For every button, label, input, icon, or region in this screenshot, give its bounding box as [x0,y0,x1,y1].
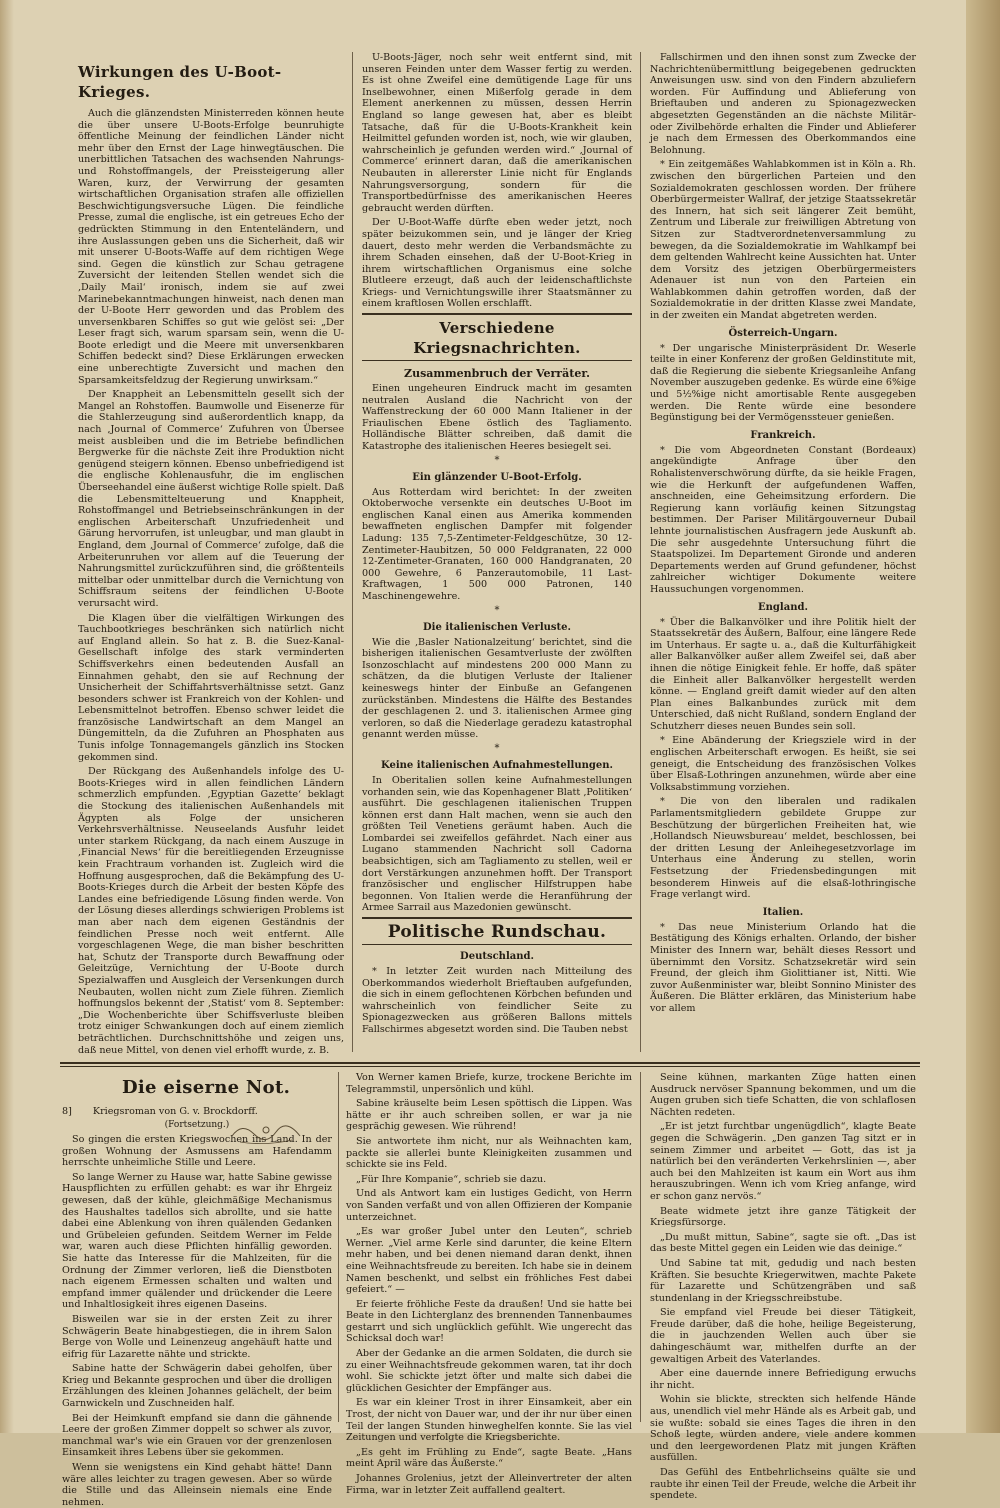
feuilleton-rule-thin [60,1066,920,1067]
article-paragraph: * Der ungarische Ministerpräsident Dr. Weserle teilte in einer Konferenz der großen Geldinstitute mit, daß die Regierung die siebente Kriegsanleihe Anfang November auszugeben gedenke. Es würde eine 6%ige und 5½%ige nicht amortisable Rente ausgegeben werden. Die Rente würde eine besondere Begünstigung bei der Vermögenssteuer genießen. [650,342,916,424]
subheading: England. [758,601,808,613]
separator-star: * [494,604,500,616]
article-paragraph: Der Rückgang des Außenhandels infolge des U-Boots-Krieges wird in allen feindlichen Ländern schmerzlich empfunden. ‚Egyptian Gazette‘ beklagt die Stockung des italienischen Außenhandels mit Ägypten als Folge der unsicheren Verkehrsverhältnisse. Neuseelands Ausfuhr leidet unter starkem Rückgang, da nach einem Auszuge in ‚Financial News‘ für die bereitliegenden Erzeugnisse kein Frachtraum vorhanden ist. Zugleich wird die Hoffnung ausgesprochen, daß die Bekämpfung des U-Boots-Krieges durch die Arbeit der besten Köpfe des Landes eine befriedigende Lösung finden werde. Von der Lösung dieses allerdings schwierigen Problems ist man aber nach dem eigenen Geständnis der feindlichen Presse noch weit entfernt. Alle vorgeschlagenen Wege, die man bisher beschritten hat, Schutz der Transporte durch Bewaffnung oder Geleitzüge, Vernichtung der U-Boote durch Spezialwaffen und Ausgleich der Versenkungen durch Neubauten, wollen nicht zum Ziele führen. Ziemlich hoffnungslos bekennt der ‚Statist‘ vom 8. September: „Die Wochenberichte über Schiffsverluste bleiben trotz einiger Schwankungen doch auf einem ziemlich beträchtlichen. Durchschnittshöhe und zeigen uns, daß neue Mittel, von denen viel erhofft wurde, z. B. [78,766,344,1056]
article-paragraph: Die Klagen über die vielfältigen Wirkungen des Tauchbootkrieges beschränken sich natürlich nicht auf England allein. So hat z. B. die Suez-Kanal-Gesellschaft infolge des stark verminderten Schiffsverkehrs einen bedeutenden Ausfall an Einnahmen gehabt, den sie auf Rechnung der Unsicherheit der Schiffahrtsverhältnisse setzt. Ganz besonders schwer ist Frankreich von der Kohlen- und Lebensmittelnot betroffen. Ebenso schwer leidet die französische Landwirtschaft an dem Mangel an Düngemitteln, da die Zufuhren an Phosphaten aus Tunis infolge Tonnagemangels gänzlich ins Stocken gekommen sind. [78,612,344,763]
article-paragraph: U-Boots-Jäger, noch sehr weit entfernt sind, mit unseren Feinden unter dem Wasser fertig zu werden. Es ist ohne Zweifel eine demütigende Lage für uns Inselbewohner, einen Mißerfolg gerade in dem Element anerkennen zu müssen, dessen Herrin England so lange gewesen hat, aber es bleibt Tatsache, daß für die U-Boots-Krankheit kein Heilmittel gefunden worden ist, noch, wie wir glauben, wahrscheinlich je gefunden werden wird.“ ‚Journal of Commerce‘ erinnert daran, daß die amerikanischen Neubauten in allererster Linie nicht für Englands Nahrungsversorgung, sondern für die Transportbedürfnisse des amerikanischen Heeres gebraucht werden dürften. [362,52,632,214]
serial-number: 8] [62,1106,72,1117]
ornament-icon [230,1118,304,1148]
page-edge [966,0,1000,1433]
serial-paragraph: Seine kühnen, markanten Züge hatten einen Ausdruck nervöser Spannung bekommen, und um die Augen gruben sich tiefe Schatten, die von schlaflosen Nächten redeten. [650,1072,916,1118]
serial-paragraph: Johannes Grolenius, jetzt der Alleinvertreter der alten Firma, war in letzter Zeit auffallend gealtert. [346,1473,632,1496]
serial-paragraph: „Für Ihre Kompanie“, schrieb sie dazu. [356,1173,547,1185]
article-paragraph: Auch die glänzendsten Ministerreden können heute die über unsere U-Boots-Erfolge beunruhigte öffentliche Meinung der feindlichen Länder nicht mehr über den Ernst der Lage hinwegtäuschen. Die unerbittlichen Tatsachen des wachsenden Nahrungs- und Rohstoffmangels, der Preissteigerung aller Waren, kurz, der Verwirrung der gesamten wirtschaftlichen Organisation strafen alle offiziellen Beschwichtigungsversuche Lügen. Die feindliche Presse, zumal die englische, ist ein getreues Echo der gedrückten Stimmung in den Ententeländern, und ihre Auslassungen geben uns die Sicherheit, daß wir mit unserer U-Boots-Waffe auf dem richtigen Wege sind. Gegen die künstlich zur Schau getragene Zuversicht der leitenden Stellen wendet sich die ‚Daily Mail‘ ironisch, indem sie auf zwei Marinebekanntmachungen hinweist, nach denen man der U-Boote Herr geworden und das Problem des unversenkbaren Schiffes so gut wie gelöst sei: „Der Leser fragt sich, warum sparsam sein, wenn die U-Boote erledigt und die Meere mit unversenkbaren Schiffen bedeckt sind? Diese Erklärungen erwecken eine unberechtigte Zuversicht und machen den Sparsamkeitsfeldzug der Regierung unwirksam.“ [78,108,344,386]
serial-paragraph: Sie empfand viel Freude bei dieser Tätigkeit, Freude darüber, daß die hohe, heilige Begeisterung, die in jauchzenden Wellen auch über sie dahingeschäumt war, mithelfen durfte an der gewaltigen Arbeit des Vaterlandes. [650,1307,916,1365]
article-paragraph: Fallschirmen und den ihnen sonst zum Zwecke der Nachrichtenübermittlung beigegebenen gedruckten Anweisungen usw. sind von den Findern abzuliefern worden. Für Auffindung und Ablieferung von Brieftauben und anderen zu Spionagezwecken abgesetzten Gegenständen an die nächste Militär- oder Zivilbehörde erhalten die Finder und Ablieferer je nach dem Ermessen des Oberkommandos eine Belohnung. [650,52,916,156]
serial-paragraph: Er feierte fröhliche Feste da draußen! Und sie hatte bei Beate in den Lichterglanz des brennenden Tannenbaumes gestarrt und sich unglücklich gefühlt. Wie ungerecht das Schicksal doch war! [346,1298,632,1345]
article-paragraph: * In letzter Zeit wurden nach Mitteilung des Oberkommandos wiederholt Brieftauben aufgefunden, die sich in einem geflochtenen Körbchen befunden und wahrscheinlich von feindlicher Seite zu Spionagezwecken aus größeren Ballons mittels Fallschirmes abgesetzt worden sind. Die Tauben nebst [362,966,632,1035]
serial-paragraph: Aber eine dauernde innere Befriedigung erwuchs ihr nicht. [650,1368,916,1391]
article-paragraph: * Ein zeitgemäßes Wahlabkommen ist in Köln a. Rh. zwischen den bürgerlichen Parteien und den Sozialdemokraten geschlossen worden. Der frühere Oberbürgermeister Wallraf, der jetzige Staatssekretär des Innern, hat sich seit längerer Zeit bemüht, Zentrum und Liberale zur freiwilligen Abtretung von Sitzen zur Stadtverordnetenversammlung zu bewegen, da die Sozialdemokratie im Wahlkampf bei dem geltenden Wahlrecht keine Aussichten hat. Unter dem Vorsitz des jetzigen Oberbürgermeisters Adenauer ist nun von den Parteien ein Wahlabkommen dahin getroffen worden, daß der Sozialdemokratie in der dritten Klasse zwei Mandate, in der zweiten ein Mandat abgetreten werden. [650,159,916,322]
subheading: Frankreich. [750,429,816,441]
subheading: Die italienischen Verluste. [423,621,571,633]
article-paragraph: Wie die ‚Basler Nationalzeitung‘ berichtet, sind die bisherigen italienischen Gesamtverluste der zwölften Isonzoschlacht auf mindestens 200 000 Mann zu schätzen, da die blutigen Verluste der Italiener keineswegs hinter der Einbuße an Gefangenen zurückstänben. Mindestens die Hälfte des Bestandes der geschlagenen 2. und 3. italienischen Armee ging verloren, so daß die Niederlage geradezu katastrophal genannt werden müsse. [362,636,632,741]
article-paragraph: * Über die Balkanvölker und ihre Politik hielt der Staatssekretär des Äußern, Balfour, eine längere Rede im Unterhaus. Er sagte u. a., daß die Kulturfähigkeit aller Balkanvölker außer allem Zweifel sei, daß aber ihnen die nötige Einigkeit fehle. Er hoffe, daß später die Einheit aller Balkanvölker hergestellt werden könne. — England greift damit wieder auf den alten Plan eines Balkanbundes zurück mit dem Unterschied, daß nicht Rußland, sondern England der Schutzherr dieses neuen Bundes sein soll. [650,616,916,732]
separator-star: * [494,454,500,466]
serial-paragraph: Aber der Gedanke an die armen Soldaten, die durch sie zu einer Weihnachtsfreude gekommen waren, tat ihr doch wohl. Sie schickte jetzt öfter und malte sich dabei die glücklichen Gesichter der Empfänger aus. [346,1348,632,1394]
column-right [650,52,916,1056]
serial-paragraph: Sabine kräuselte beim Lesen spöttisch die Lippen. Was hätte er ihr auch schreiben sollen, er war ja nie gesprächig gewesen. Wie rührend! [346,1098,632,1133]
serial-paragraph: Von Werner kamen Briefe, kurze, trockene Berichte im Telegrammstil, unpersönlich und kühl. [346,1072,632,1095]
serial-paragraph: Wohin sie blickte, streckten sich helfende Hände aus, unendlich viel mehr Hände als es Arbeit gab, und sie wußte: sobald sie eines Tages die ihren in den Schoß legte, würden andere, viele andere kommen und den leergewordenen Platz mit jungen Kräften ausfüllen. [650,1394,916,1464]
serial-paragraph: „Er ist jetzt furchtbar ungenügdlich“, klagte Beate gegen die Schwägerin. „Den ganzen Tag sitzt er in seinem Zimmer und arbeitet — Gott, das ist ja natürlich bei den veränderten Verkehrslinien —, aber auch bei den Mahlzeiten ist kaum ein Wort aus ihm herauszubringen. Wenn ich vom Krieg anfange, wird er schon ganz nervös.“ [650,1121,916,1202]
subheading: Österreich-Ungarn. [728,327,838,339]
subheading: Keine italienischen Aufnahmestellungen. [381,759,613,771]
subheading: Italien. [762,906,804,918]
serial-paragraph: So lange Werner zu Hause war, hatte Sabine gewisse Hauspflichten zu erfüllen gehabt: es war ihr Ehrgeiz gewesen, daß der kühle, gleichmäßige Mechanismus des Haushaltes tadellos sich abrollte, und sie hatte dabei eine Ablenkung von ihren quälenden Gedanken und Grübeleien gefunden. Seitdem Werner im Felde war, waren auch diese Pflichten hinfällig geworden. Sie hatte das Interesse für die Mahlzeiten, für die Ordnung der Zimmer verloren, ließ die Dienstboten nach eigenem Ermessen schalten und walten und empfand immer quälender und drückender die Leere und Inhaltlosigkeit ihres eigenen Daseins. [62,1171,332,1311]
section-header-kriegsnachrichten [362,313,632,361]
article-paragraph: * Die von den liberalen und radikalen Parlamentsmitgliedern gebildete Gruppe zur Beschützung der bürgerlichen Freiheiten hat, wie ‚Hollandsch Nieuwsbureau‘ meldet, beschlossen, bei der dritten Lesung der Anleihegesetzvorlage im Unterhaus eine Änderung zu stellen, worin Festsetzung der Friedensbedingungen mit besonderem Hinweis auf die elsaß-lothringische Frage verlangt wird. [650,796,916,901]
column-divider [352,52,353,1052]
serial-paragraph: Beate widmete jetzt ihre ganze Tätigkeit der Kriegsfürsorge. [650,1205,916,1229]
page-fold-shadow [0,0,14,1433]
article-paragraph: * Die vom Abgeordneten Constant (Bordeaux) angekündigte Anfrage über den Rohalistenverschwörung dürfte, da sie heikle Fragen, wie die Herkunft der aufgefundenen Waffen, anschneiden, eine Geheimsitzung erfordern. Die Regierung kann vorläufig keinen Sitzungstag bestimmen. Der Pariser Militärgouverneur Dubail lehnte journalistischen Ausfragern jede Auskunft ab. Die sehr ausgedehnte Untersuchung führt die Staatspolizei. Im Departement Gironde und anderen Departements werden auf Grund gefundener, höchst zahlreicher wichtiger Dokumente weitere Haussuchungen vorgenommen. [650,444,916,595]
serial-continued: (Fortsetzung.) [164,1120,230,1130]
serial-paragraph: Sie antwortete ihm nicht, nur als Weihnachten kam, packte sie allerlei bunte Kleinigkeiten zusammen und schickte sie ins Feld. [346,1135,632,1171]
serial-paragraph: Sabine hatte der Schwägerin dabei geholfen, über Krieg und Bekannte gesprochen und über die drolligen Erzählungen des kleinen Johannes gelächelt, der beim Garnwickeln und Zuschneiden half. [62,1363,332,1410]
serial-paragraph: Und Sabine tat mit, gedudig und nach besten Kräften. Sie besuchte Kriegerwitwen, machte Pakete für Lazarette und Schützengräben und saß stundenlang in der Kriegsschreibstube. [650,1257,916,1304]
section-title: Politische Rundschau. [387,922,607,943]
section-header-rundschau [362,917,632,945]
feuilleton-rule [60,1062,920,1064]
column-divider [640,1072,641,1422]
article-paragraph: Der Knappheit an Lebensmitteln gesellt sich der Mangel an Rohstoffen. Baumwolle und Eisenerze für die Stahlerzeugung sind außerordentlich knapp, da nach ‚Journal of Commerce‘ Zufuhren von Übersee meist ausbleiben und die im Betriebe befindlichen Bergwerke für die nächste Zeit ihre Produktion nicht genügend steigern können. Ebenso unbefriedigend ist die englische Kohlenausfuhr, die im englischen Überseehandel eine äußerst wichtige Rolle spielt. Daß die Lebensmittelteuerung und Knappheit, Rohstoffmangel und Betriebseinschränkungen in der englischen Arbeiterschaft Unzufriedenheit und Gärung hervorrufen, ist unleugbar, und man glaubt in England, dem ‚Journal of Commerce‘ zufolge, daß die Arbeiterunruhen vor allem auf die Teuerung der Nahrungsmittel zurückzuführen sind, die größtenteils mittelbar oder unmittelbar durch die Vernichtung von Schiffsraum seitens der feindlichen U-Boote verursacht wird. [78,389,344,609]
section-title: Verschiedene Kriegsnachrichten. [413,319,581,358]
serial-column-2 [346,1072,633,1496]
article-paragraph: Der U-Boot-Waffe dürfte eben weder jetzt, noch später beizukommen sein, und je länger der Krieg dauert, desto mehr werden die Verbandsmächte zu ihrem Schaden einsehen, daß der U-Boot-Krieg in ihrem wirtschaftlichen Organismus eine solche Blutleere erzeugt, daß auch der leidenschaftlichste Kriegs- und Vernichtungswille ihrer Staatsmänner zu einem kraftlosen Wollen erschlafft. [362,217,632,310]
serial-column-3 [650,1072,916,1502]
serial-paragraph: Es war ein kleiner Trost in ihrer Einsamkeit, aber ein Trost, der nicht von Dauer war, und der ihr nur über einen Teil der langen Stunden hinweghelfen konnte. Sie las viel Zeitungen und verfolgte die Kriegsberichte. [346,1397,632,1444]
column-divider [640,52,641,1052]
serial-paragraph: Bei der Heimkunft empfand sie dann die gähnende Leere der großen Zimmer doppelt so schwer als zuvor, manchmal war's wie ein Grauen vor der grenzenlosen Einsamkeit ihres Lebens über sie gekommen. [62,1412,332,1459]
subheading: Ein glänzender U-Boot-Erfolg. [412,471,582,483]
separator-star: * [494,742,500,754]
serial-paragraph: Bisweilen war sie in der ersten Zeit zu ihrer Schwägerin Beate hinabgestiegen, die in ihrem Salon Berge von Wolle und Leinenzeug angehäuft hatte und eifrig für Lazarette nähte und strickte. [62,1313,332,1360]
article-paragraph: Einen ungeheuren Eindruck macht im gesamten neutralen Ausland die Nachricht von der Waffenstreckung der 60 000 Mann Italiener in der Friaulischen Ebene östlich des Tagliamento. Holländische Blätter schreiben, daß damit die Katastrophe des italienischen Heeres besiegelt sei. [362,383,632,453]
column-divider [338,1072,339,1422]
article-paragraph: Aus Rotterdam wird berichtet: In der zweiten Oktoberwoche versenkte ein deutsches U-Boot im englischen Kanal einen aus Amerika kommenden bewaffneten englischen Dampfer mit folgender Ladung: 135 7,5-Zentimeter-Feldgeschütze, 30 12-Zentimeter-Haubitzen, 50 000 Feldgranaten, 22 000 12-Zentimeter-Granaten, 160 000 Handgranaten, 20 000 Gewehre, 6 Panzerautomobile, 11 Last-Kraftwagen, 1 500 000 Patronen, 140 Maschinengewehre. [362,486,632,602]
serial-paragraph: Und als Antwort kam ein lustiges Gedicht, von Herrn von Sanden verfaßt und von allen Offizieren der Kompanie unterzeichnet. [346,1188,633,1223]
serial-paragraph: So gingen die ersten Kriegswochen ins Land. In der großen Wohnung der Asmussens am Hafendamm herrschte unheimliche Stille und Leere. [62,1134,332,1169]
serial-paragraph: „Es war großer Jubel unter den Leuten“, schrieb Werner. „Viel arme Kerle sind darunter, die keine Eltern mehr haben, und bei denen niemand daran denkt, ihnen eine Weihnachtsfreude zu bereiten. Ich habe sie in deinem Namen beschenkt, und selbst ein fröhliches Fest dabei gefeiert.“ — [346,1226,633,1296]
article-paragraph: In Oberitalien sollen keine Aufnahmestellungen vorhanden sein, wie das Kopenhagener Blatt ‚Politiken‘ ausführt. Die geschlagenen italienischen Truppen können erst dann Halt machen, wenn sie auch den größten Teil Venetiens geräumt haben. Auch die Lombardei sei zweifellos gefährdet. Nach einer aus Lugano stammenden Nachricht soll Cadorna beabsichtigen, sich am Tagliamento zu stellen, weil er dort Verstärkungen anzunehmen hofft. Der Transport französischer und englischer Hilfstruppen habe begonnen. Von Italien werde die Heranführung der Armee Sarrail aus Mazedonien gewünscht. [362,774,632,914]
serial-title: Die eiserne Not. [122,1077,291,1098]
subheading: Deutschland. [460,951,534,963]
article-title-uboot: Wirkungen des U-Boot-Krieges. [78,63,282,101]
article-paragraph: * Eine Abänderung der Kriegsziele wird in der englischen Arbeiterschaft erwogen. Es heißt, sie sei geneigt, die Entscheidung des französischen Volkes über Elsaß-Lothringen anzunehmen, würde aber eine Volksabstimmung vorziehen. [650,735,916,793]
serial-paragraph: Wenn sie wenigstens ein Kind gehabt hätte! Dann wäre alles leichter zu tragen gewesen. Aber so würde die Stille und das Alleinsein niemals eine Ende nehmen. [62,1462,332,1508]
subheading: Zusammenbruch der Verräter. [404,367,590,381]
serial-paragraph: Das Gefühl des Entbehrlichseins quälte sie und raubte ihr einen Teil der Freude, welche die Arbeit ihr spendete. [650,1467,916,1502]
serial-byline: Kriegsroman von G. v. Brockdorff. [92,1106,258,1117]
serial-paragraph: „Es geht im Frühling zu Ende“, sagte Beate. „Hans meint April wäre das Äußerste.“ [346,1446,632,1470]
serial-paragraph: „Du mußt mittun, Sabine“, sagte sie oft. „Das ist das beste Mittel gegen ein Leiden wie das deinige.“ [650,1231,916,1255]
column-middle [362,52,632,1056]
column-left [78,56,344,1056]
article-paragraph: * Das neue Ministerium Orlando hat die Bestätigung des Königs erhalten. Orlando, der bisher Minister des Innern war, behält dieses Ressort und übernimmt den Vorsitz. Schatzsekretär wird sein Freund, der gleich ihm Giolittianer ist, Nitti. Wie zuvor Außenminister war, bleibt Sonnino Minister des Äußeren. Die Blätter erklären, das Ministerium habe vor allem [650,921,916,1014]
